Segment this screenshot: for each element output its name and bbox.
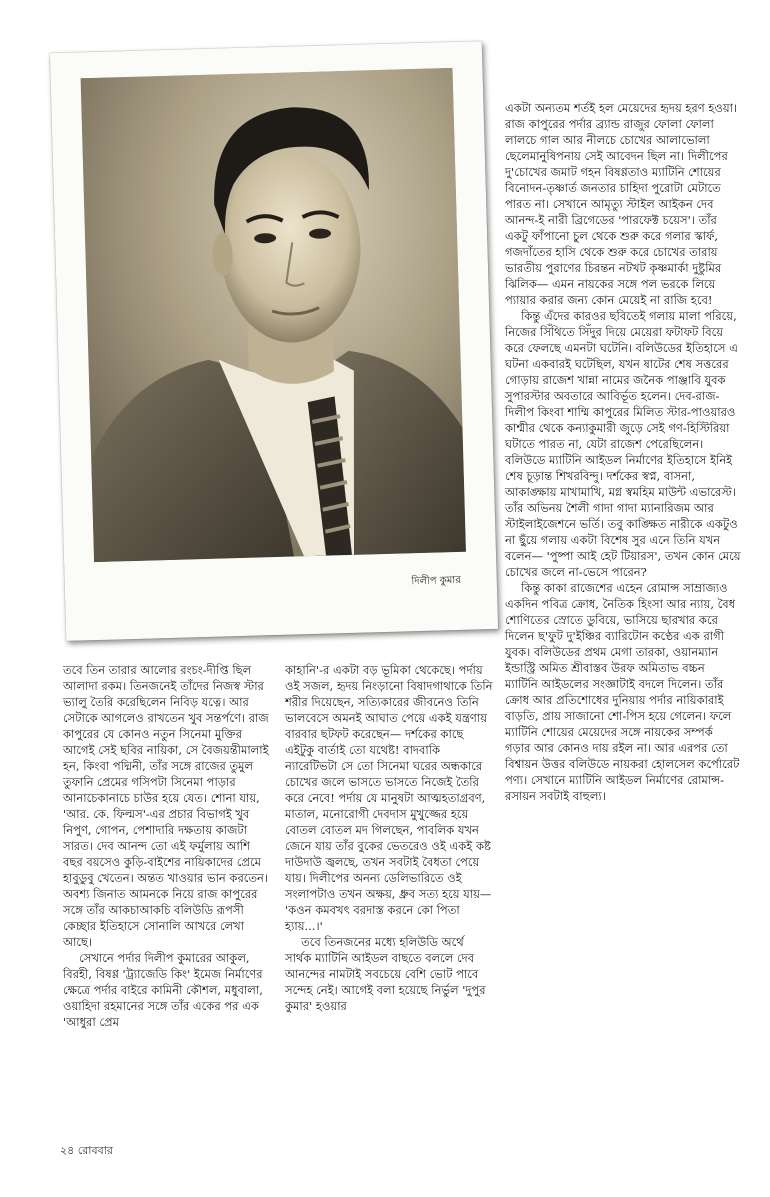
photo-frame <box>50 41 498 641</box>
page-footer: ২৪ রোববার <box>60 1144 113 1157</box>
article-column-left <box>63 662 271 1030</box>
paragraph: একটা অন্যতম শর্তই হল মেয়েদের হৃদয় হরণ হওয়া। রাজ কাপুরের পর্দার ব্র্যান্ড রাজুর ফোলা ফোলা লালচে গাল আর নীলচে চোখের আলাভোলা ছেলেমানুষিপনায় সেই আবেদন ছিল না। দিলীপের দু'চোখের জমাট গহন বিষণ্ণতাও ম্যাটিনি শোয়ের বিনোদন-তৃষ্ণার্ত জনতার চাহিদা পুরোটা মেটাতে পারত না। সেখানে আমৃত্যু স্টাইল আইকন দেব আনন্দ-ই নারী ব্রিগেডের 'পারফেক্ট চয়েস'। তাঁর একটু ফাঁপানো চুল থেকে শুরু করে গলার স্কার্ফ, গজদাঁতের হাসি থেকে শুরু করে চোখের তারায় ভারতীয় পুরাণের চিরন্তন নটখট কৃষ্ণমার্কা দুষ্টুমির ঝিলিক— এমন নায়কের সঙ্গে পল ভরকে লিয়ে প্যায়ার করার জন্য কোন মেয়েই না রাজি হবে! <box>505 101 738 307</box>
paragraph: কিন্তু কাকা রাজেশের এহেন রোমান্স সাম্রাজ্যও একদিন পবিত্র ক্রোধ, নৈতিক হিংসা আর ন্যায়, বৈধ শোণিতের স্রোতে ডুবিয়ে, ভাসিয়ে ছারখার করে দিলেন ছ'ফুট দু'ইঞ্চির ব্যারিটোন কণ্ঠের এক রাগী যুবক। বলিউডের প্রথম মেগা তারকা, ওয়ানম্যান ইন্ডাস্ট্রি অমিত শ্রীবাস্তব উরফ অমিতাভ বচ্চন ম্যাটিনি আইডলের সংজ্ঞাটাই বদলে দিলেন। তাঁর ক্রোধ আর প্রতিশোধের দুনিয়ায় পর্দার নায়িকারাই বাড়তি, প্রায় সাজানো শো-পিস হয়ে গেলেন। ফলে ম্যাটিনি শোয়ের মেয়েদের সঙ্গে নায়কের সম্পর্ক গড়ার আর কোনও দায় রইল না। আর এরপর তো বিশ্বায়ন উত্তর বলিউডে নায়করা হোলসেল কর্পোরেট পণ্য। সেখানে ম্যাটিনি আইডল নির্মাণের রোমান্স-রসায়ন সবটাই বাহুল্য। <box>505 581 740 803</box>
portrait-photo <box>81 68 466 562</box>
article-column-right <box>505 100 741 804</box>
photo-caption: দিলীপ কুমার <box>411 574 461 588</box>
article-column-middle <box>285 662 493 1014</box>
paragraph: কাহানি'-র একটা বড় ভূমিকা থেকেছে। পর্দায় ওই সজল, হৃদয় নিংড়ানো বিষাদগাথাকে তিনি শরীর দিয়েছেন, সত্যিকারের জীবনেও তিনি ভালবেসে অমনই আঘাত পেয়ে একই যন্ত্রণায় বারবার ছটফট করেছেন— দর্শকের কাছে এইটুকু বার্তাই তো যথেষ্ট! বাদবাকি ন্যারেটিভটা সে তো সিনেমা ঘরের অন্ধকারে চোখের জলে ভাসতে ভাসতে নিজেই তৈরি করে নেবে! পর্দায় যে মানুষটা আত্মহতাগ্রবণ, মাতাল, মনোরোগী দেবদাস মুখুজ্জের হয়ে বোতল বোতল মদ গিলছেন, পাবলিক যখন জেনে যায় তাঁর বুকের ভেতরেও ওই একই কষ্ট দাউদাউ জ্বলছে, তখন সবটাই বৈধতা পেয়ে যায়। দিলীপের অনন্য ডেলিভারিতে ওই সংলাপটাও তখন অক্ষয়, ধ্রুব সত্য হয়ে যায়— 'কওন কমবখৎ বরদাস্ত করনে কো পিতা হ্যায়...।' <box>285 663 493 933</box>
paragraph: তবে তিনজনের মধ্যে হলিউডি অর্থে সার্থক ম্যাটিনি আইডল বাছতে বললে দেব আনন্দের নামটাই সবচেয়ে বেশি ভোট পাবে সন্দেহ নেই। আগেই বলা হয়েছে নির্ভুল 'দুপুর কুমার' হওয়ার <box>285 935 486 1013</box>
paragraph: তবে তিন তারার আলোর রংচং-দীপ্তি ছিল আলাদা রকম। তিনজনেই তাঁদের নিজস্ব স্টার ভ্যালু তৈরি করেছিলেন নিবিড় যত্নে। আর সেটাকে আগলেও রাখতেন খুব সন্তর্পণে। রাজ কাপুরের যে কোনও নতুন সিনেমা মুক্তির আগেই সেই ছবির নায়িকা, সে বৈজয়ন্তীমালাই হন, কিংবা পদ্মিনী, তাঁর সঙ্গে রাজের তুমুল তুফানি প্রেমের গসিপটা সিনেমা পাড়ার আনাচেকানাচে চাউর হয়ে যেত। শোনা যায়, 'আর. কে. ফিল্মস'-এর প্রচার বিভাগই খুব নিপুণ, গোপন, পেশাদারি দক্ষতায় কাজটা সারত। দেব আনন্দ তো এই ফর্মুলায় আশি বছর বয়সেও কুড়ি-বাইশের নায়িকাদের প্রেমে হাবুডুবু খেতেন। অন্তত খাওয়ার ভান করতেন। অবশ্য জিনাত আমনকে নিয়ে রাজ কাপুরের সঙ্গে তাঁর আকচাআকচি বলিউডি রূপসী কেচ্ছার ইতিহাসে সোনালি আখরে লেখা আছে। <box>63 663 269 949</box>
portrait-illustration <box>81 68 466 562</box>
paragraph: কিন্তু এঁদের কারওর ছবিতেই গলায় মালা পরিয়ে, নিজের সিঁথিতে সিঁদুর দিয়ে মেয়েরা ফটাফট বিয়ে করে ফেলছে এমনটা ঘটেনি। বলিউডের ইতিহাসে এ ঘটনা একবারই ঘটেছিল, যখন ষাটের শেষ সত্তরের গোড়ায় রাজেশ খান্না নামের জনৈক পাঞ্জাবি যুবক সুপারস্টার অবতারে আবির্ভূত হলেন। দেব-রাজ-দিলীপ কিংবা শাম্মি কাপুরের মিলিত স্টার-পাওয়ারও কাশ্মীর থেকে কন্যাকুমারী জুড়ে সেই গণ-হিস্টিরিয়া ঘটাতে পারত না, যেটা রাজেশ পেরেছিলেন। বলিউডে ম্যাটিনি আইডল নির্মাণের ইতিহাসে ইনিই শেষ চূড়ান্ত শিখরবিন্দু। দর্শকের স্বপ্ন, বাসনা, আকাঙ্ক্ষায় মাখামাখি, মগ্ন স্বমহিম মাউন্ট এভারেস্ট। তাঁর অভিনয় শৈলী গাদা গাদা ম্যানারিজম আর স্টাইলাইজেশনে ভর্তি। তবু কাঙ্ক্ষিত নারীকে একটুও না ছুঁয়ে গলায় একটা বিশেষ সুর এনে তিনি যখন বলেন— 'পুষ্পা আই হেট টিয়ারস', তখন কোন মেয়ে চোখের জলে না-ভেসে পারেন? <box>505 309 741 579</box>
paragraph: সেখানে পর্দার দিলীপ কুমারের আকুল, বিরহী, বিষণ্ণ 'ট্র্যাজেডি কিং' ইমেজ নির্মাণের ক্ষেত্রে পর্দার বাইরে কামিনী কৌশল, মধুবালা, ওয়াহিদা রহমানের সঙ্গে তাঁর একের পর এক 'আধুরা প্রেম <box>63 951 263 1029</box>
